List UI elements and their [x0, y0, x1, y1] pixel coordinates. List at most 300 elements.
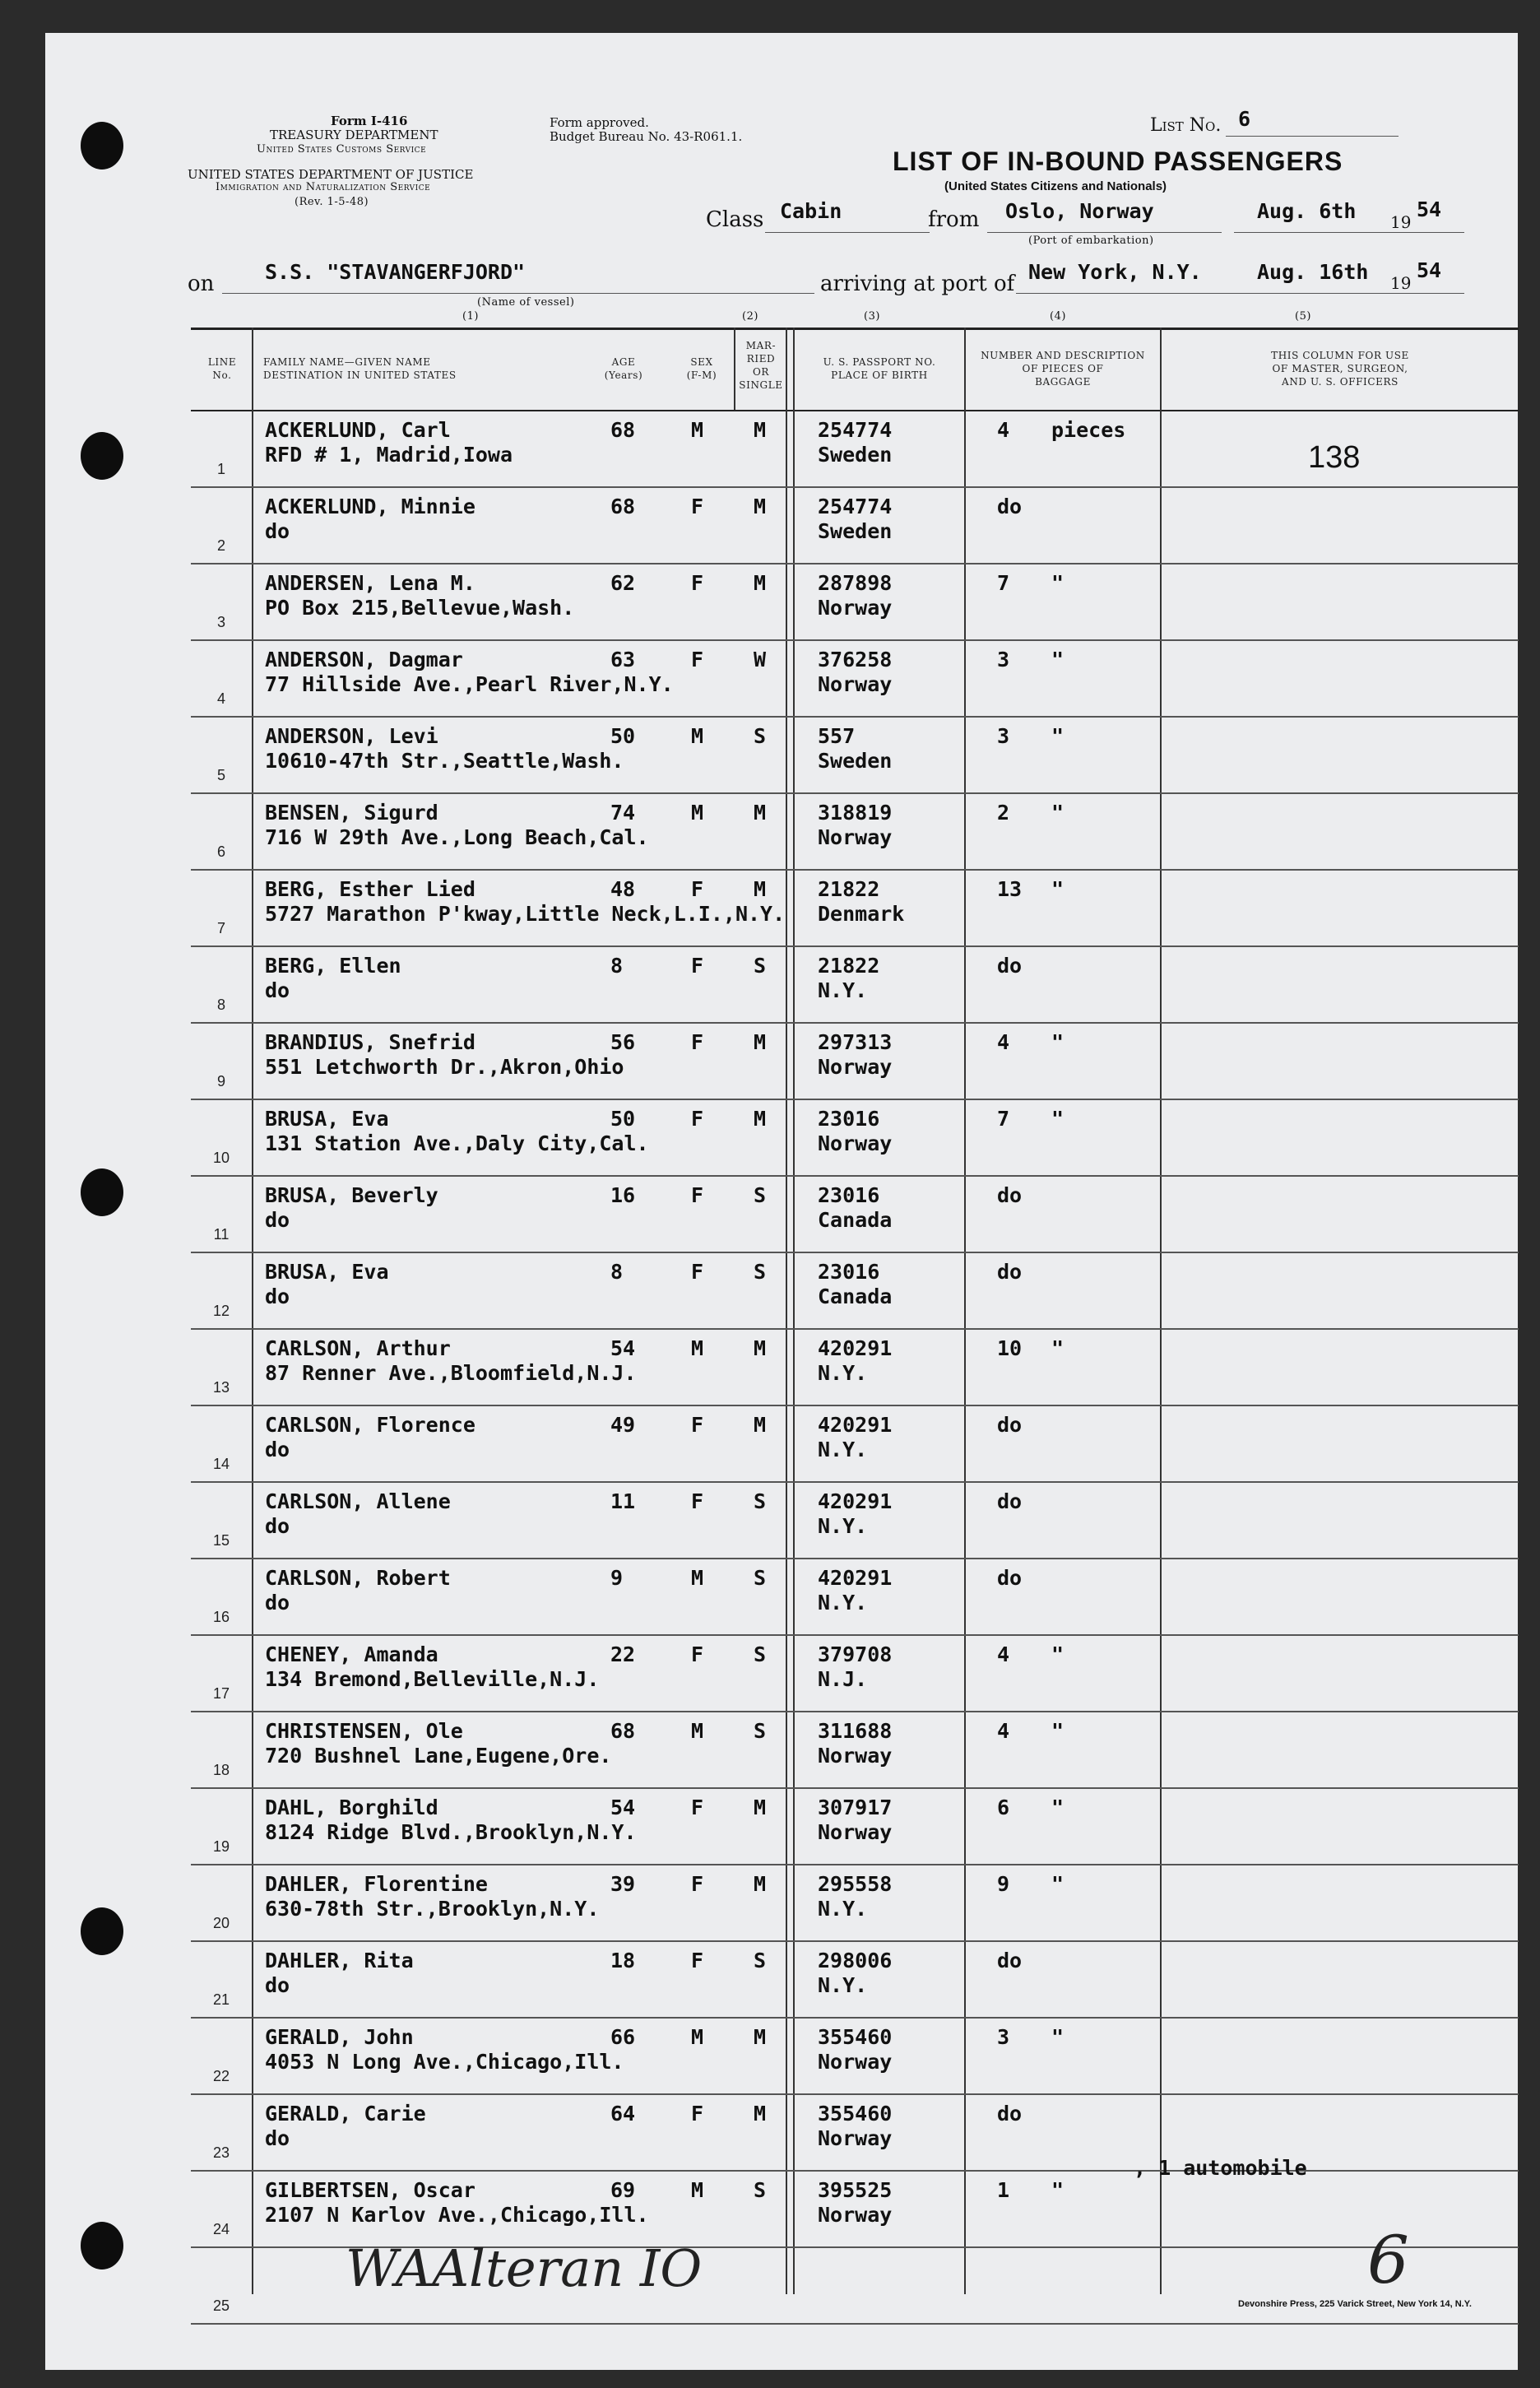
line-number: 21: [212, 1991, 230, 2008]
depart-year-prefix: 19: [1390, 212, 1412, 232]
marital-status: S: [754, 954, 767, 978]
table-row: [191, 1177, 1519, 1253]
age: 63: [610, 648, 636, 671]
baggage-count: do: [997, 1183, 1023, 1207]
sex: M: [691, 418, 704, 442]
header-line: LINE No.: [207, 356, 237, 381]
age: 22: [610, 1642, 636, 1666]
sex: M: [691, 1566, 704, 1590]
line-number: 20: [212, 1915, 230, 1931]
place-of-birth: Norway: [818, 825, 893, 849]
marital-status: S: [754, 1949, 767, 1972]
baggage-count: 13: [997, 877, 1023, 901]
line-number: 10: [212, 1150, 230, 1166]
place-of-birth: Denmark: [818, 902, 905, 926]
table-row: [191, 1865, 1519, 1942]
place-of-birth: N.J.: [818, 1667, 868, 1691]
place-of-birth: Norway: [818, 2050, 893, 2074]
destination: 134 Bremond,Belleville,N.J.: [265, 1667, 600, 1691]
binder-hole: [81, 1168, 123, 1216]
line-number: 18: [212, 1762, 230, 1778]
passport-number: 420291: [818, 1413, 893, 1437]
marital-status: M: [754, 1107, 767, 1131]
passenger-name: ACKERLUND, Minnie: [265, 495, 475, 518]
line-number: 8: [216, 997, 225, 1013]
header-age: AGE (Years): [604, 356, 643, 381]
depart-date: Aug. 6th: [1257, 199, 1357, 223]
passenger-name: CARLSON, Florence: [265, 1413, 475, 1437]
justice-dept: UNITED STATES DEPARTMENT OF JUSTICE: [188, 167, 474, 182]
passport-number: 376258: [818, 648, 893, 671]
baggage-count: do: [997, 954, 1023, 978]
destination: RFD # 1, Madrid,Iowa: [265, 443, 513, 467]
line-number: 5: [216, 767, 225, 783]
age: 68: [610, 418, 636, 442]
passport-number: 355460: [818, 2102, 893, 2126]
sex: F: [691, 1872, 704, 1896]
place-of-birth: Norway: [818, 1055, 893, 1079]
officer-stamp-number: 138: [1308, 440, 1361, 475]
table-row: [191, 641, 1519, 718]
passenger-name: BRUSA, Beverly: [265, 1183, 438, 1207]
table-row: [191, 1024, 1519, 1100]
destination: do: [265, 2126, 290, 2150]
col-num-1: (1): [462, 310, 479, 323]
from-value: Oslo, Norway: [1005, 199, 1154, 223]
passport-number: 420291: [818, 1566, 893, 1590]
age: 50: [610, 1107, 636, 1131]
marital-status: M: [754, 877, 767, 901]
baggage-count: do: [997, 2102, 1023, 2126]
destination: 77 Hillside Ave.,Pearl River,N.Y.: [265, 672, 674, 696]
arrival-underline: [1016, 293, 1464, 294]
col-num-2: (2): [742, 310, 758, 323]
automobile-note: , 1 automobile: [1134, 2156, 1307, 2180]
destination: 8124 Ridge Blvd.,Brooklyn,N.Y.: [265, 1820, 637, 1844]
sex: M: [691, 1719, 704, 1743]
sex: F: [691, 954, 704, 978]
sex: F: [691, 571, 704, 595]
age: 54: [610, 1336, 636, 1360]
age: 68: [610, 495, 636, 518]
col-num-5: (5): [1295, 310, 1311, 323]
destination: do: [265, 519, 290, 543]
budget-bureau: Budget Bureau No. 43-R061.1.: [550, 129, 743, 144]
baggage-count: 2: [997, 801, 1010, 825]
officer-signature: WAAlteran IO: [346, 2238, 703, 2298]
baggage-description: ": [1051, 1719, 1065, 1743]
line-number: 12: [212, 1303, 230, 1319]
destination: 2107 N Karlov Ave.,Chicago,Ill.: [265, 2203, 649, 2227]
passport-number: 287898: [818, 571, 893, 595]
baggage-count: do: [997, 1413, 1023, 1437]
page-mark: 6: [1367, 2222, 1409, 2298]
place-of-birth: Norway: [818, 2126, 893, 2150]
line-number: 4: [216, 690, 225, 707]
baggage-description: ": [1051, 801, 1065, 825]
table-row: [191, 1789, 1519, 1865]
binder-hole: [81, 122, 123, 170]
arrival-year-prefix: 19: [1390, 273, 1412, 293]
table-row: [191, 2172, 1519, 2248]
line-number: 22: [212, 2068, 230, 2084]
header-name: FAMILY NAME—GIVEN NAME DESTINATION IN UNITED STATES: [263, 356, 457, 381]
passport-number: 379708: [818, 1642, 893, 1666]
arrival-year: 54: [1417, 258, 1442, 282]
baggage-count: 6: [997, 1796, 1010, 1819]
header-officers: THIS COLUMN FOR USE OF MASTER, SURGEON, AND U. S. OFFICERS: [1271, 350, 1409, 388]
marital-status: M: [754, 2102, 767, 2126]
age: 48: [610, 877, 636, 901]
passenger-name: DAHL, Borghild: [265, 1796, 438, 1819]
sex: M: [691, 2178, 704, 2202]
table-row: [191, 718, 1519, 794]
marital-status: S: [754, 1183, 767, 1207]
baggage-description: ": [1051, 2178, 1065, 2202]
line-number: 24: [212, 2221, 230, 2237]
table-row: [191, 2019, 1519, 2095]
passport-number: 254774: [818, 418, 893, 442]
sex: M: [691, 2025, 704, 2049]
passport-number: 23016: [818, 1183, 880, 1207]
arrival-port: New York, N.Y.: [1028, 260, 1202, 284]
customs-service: United States Customs Service: [257, 143, 427, 156]
form-number: Form I-416: [331, 114, 408, 128]
passenger-name: GERALD, John: [265, 2025, 414, 2049]
baggage-description: ": [1051, 2025, 1065, 2049]
binder-hole: [81, 2222, 123, 2270]
marital-status: M: [754, 571, 767, 595]
passenger-name: BENSEN, Sigurd: [265, 801, 438, 825]
sex: F: [691, 1413, 704, 1437]
line-number: 2: [216, 537, 225, 554]
destination: 720 Bushnel Lane,Eugene,Ore.: [265, 1744, 612, 1768]
table-row: [191, 1712, 1519, 1789]
page-title: LIST OF IN-BOUND PASSENGERS: [893, 146, 1343, 176]
age: 18: [610, 1949, 636, 1972]
line-number: 19: [212, 1838, 230, 1855]
place-of-birth: N.Y.: [818, 1361, 868, 1385]
marital-status: S: [754, 1489, 767, 1513]
vessel-name: S.S. "STAVANGERFJORD": [265, 260, 526, 284]
age: 54: [610, 1796, 636, 1819]
baggage-description: ": [1051, 1336, 1065, 1360]
destination: do: [265, 978, 290, 1002]
baggage-count: do: [997, 1949, 1023, 1972]
arrival-date: Aug. 16th: [1257, 260, 1369, 284]
marital-status: S: [754, 1642, 767, 1666]
place-of-birth: Sweden: [818, 443, 893, 467]
place-of-birth: Canada: [818, 1285, 893, 1308]
passenger-name: DAHLER, Florentine: [265, 1872, 488, 1896]
baggage-count: 4: [997, 1642, 1010, 1666]
destination: do: [265, 1208, 290, 1232]
passport-number: 23016: [818, 1260, 880, 1284]
baggage-count: 10: [997, 1336, 1023, 1360]
place-of-birth: Norway: [818, 1820, 893, 1844]
line-number: 16: [212, 1609, 230, 1625]
header-baggage: NUMBER AND DESCRIPTION OF PIECES OF BAGGAGE: [981, 350, 1145, 388]
line-number: 15: [212, 1532, 230, 1549]
treasury-dept: TREASURY DEPARTMENT: [270, 128, 438, 142]
age: 69: [610, 2178, 636, 2202]
line-number: 1: [216, 461, 225, 477]
sex: F: [691, 495, 704, 518]
baggage-count: 7: [997, 571, 1010, 595]
baggage-description: ": [1051, 1796, 1065, 1819]
marital-status: M: [754, 1796, 767, 1819]
table-row: [191, 1406, 1519, 1483]
passenger-name: BERG, Esther Lied: [265, 877, 475, 901]
sex: F: [691, 1489, 704, 1513]
passport-number: 420291: [818, 1336, 893, 1360]
baggage-count: 4: [997, 418, 1010, 442]
vessel-underline: [222, 293, 814, 294]
table-row: [191, 1330, 1519, 1406]
line-number: 6: [216, 843, 225, 860]
age: 56: [610, 1030, 636, 1054]
baggage-description: ": [1051, 1107, 1065, 1131]
vessel-label: (Name of vessel): [477, 296, 575, 309]
destination: 716 W 29th Ave.,Long Beach,Cal.: [265, 825, 649, 849]
binder-hole: [81, 432, 123, 480]
passport-number: 23016: [818, 1107, 880, 1131]
destination: 5727 Marathon P'kway,Little Neck,L.I.,N.Y.: [265, 902, 786, 926]
passenger-name: CARLSON, Robert: [265, 1566, 451, 1590]
passenger-name: BRUSA, Eva: [265, 1107, 389, 1131]
sex: F: [691, 1030, 704, 1054]
sex: F: [691, 877, 704, 901]
age: 9: [610, 1566, 624, 1590]
line-number: 23: [212, 2144, 230, 2161]
passenger-name: BERG, Ellen: [265, 954, 401, 978]
passenger-name: GERALD, Carie: [265, 2102, 426, 2126]
table-row: [191, 1559, 1519, 1636]
table-row: [191, 1253, 1519, 1330]
place-of-birth: Sweden: [818, 519, 893, 543]
sex: F: [691, 1183, 704, 1207]
header-married: MAR- RIED OR SINGLE: [739, 340, 783, 391]
age: 11: [610, 1489, 636, 1513]
line-number: 13: [212, 1379, 230, 1396]
place-of-birth: N.Y.: [818, 1897, 868, 1921]
passport-number: 311688: [818, 1719, 893, 1743]
destination: 87 Renner Ave.,Bloomfield,N.J.: [265, 1361, 637, 1385]
sex: M: [691, 724, 704, 748]
passenger-name: ANDERSON, Levi: [265, 724, 438, 748]
baggage-count: 7: [997, 1107, 1010, 1131]
line-number: 9: [216, 1073, 225, 1089]
place-of-birth: Norway: [818, 1744, 893, 1768]
baggage-count: 1: [997, 2178, 1010, 2202]
destination: 131 Station Ave.,Daly City,Cal.: [265, 1131, 649, 1155]
binder-hole: [81, 1907, 123, 1955]
depart-year: 54: [1417, 197, 1442, 221]
baggage-count: do: [997, 1260, 1023, 1284]
place-of-birth: Norway: [818, 596, 893, 620]
on-label: on: [188, 272, 215, 296]
place-of-birth: N.Y.: [818, 1973, 868, 1997]
line-number: 7: [216, 920, 225, 936]
sex: F: [691, 1642, 704, 1666]
table-row: [191, 947, 1519, 1024]
age: 66: [610, 2025, 636, 2049]
from-label: from: [928, 207, 980, 232]
passenger-name: CHENEY, Amanda: [265, 1642, 438, 1666]
age: 39: [610, 1872, 636, 1896]
marital-status: M: [754, 1413, 767, 1437]
place-of-birth: N.Y.: [818, 1438, 868, 1461]
age: 64: [610, 2102, 636, 2126]
header-passport: U. S. PASSPORT NO. PLACE OF BIRTH: [823, 356, 936, 381]
sex: F: [691, 1107, 704, 1131]
passport-number: 21822: [818, 954, 880, 978]
date-underline: [1234, 232, 1464, 233]
destination: 630-78th Str.,Brooklyn,N.Y.: [265, 1897, 600, 1921]
destination: do: [265, 1514, 290, 1538]
marital-status: M: [754, 418, 767, 442]
revision: (Rev. 1-5-48): [295, 196, 369, 208]
arriving-label: arriving at port of: [820, 272, 1015, 296]
baggage-count: 3: [997, 724, 1010, 748]
table-row: [191, 2095, 1519, 2172]
passenger-name: ANDERSON, Dagmar: [265, 648, 463, 671]
baggage-count: do: [997, 1489, 1023, 1513]
passport-number: 420291: [818, 1489, 893, 1513]
col-num-4: (4): [1050, 310, 1066, 323]
table-row: [191, 1636, 1519, 1712]
place-of-birth: N.Y.: [818, 978, 868, 1002]
passenger-name: ANDERSEN, Lena M.: [265, 571, 475, 595]
from-underline: [987, 232, 1222, 233]
table-row: [191, 1483, 1519, 1559]
destination: 10610-47th Str.,Seattle,Wash.: [265, 749, 624, 773]
baggage-count: 3: [997, 2025, 1010, 2049]
passenger-name: GILBERTSEN, Oscar: [265, 2178, 475, 2202]
baggage-description: ": [1051, 648, 1065, 671]
baggage-description: ": [1051, 877, 1065, 901]
line-number: 25: [212, 2297, 230, 2314]
baggage-description: ": [1051, 571, 1065, 595]
passport-number: 21822: [818, 877, 880, 901]
sex: M: [691, 1336, 704, 1360]
destination: 4053 N Long Ave.,Chicago,Ill.: [265, 2050, 624, 2074]
page-subtitle: (United States Citizens and Nationals): [944, 179, 1167, 193]
baggage-count: do: [997, 1566, 1023, 1590]
sex: F: [691, 1260, 704, 1284]
sex: F: [691, 2102, 704, 2126]
baggage-count: 9: [997, 1872, 1010, 1896]
place-of-birth: Sweden: [818, 749, 893, 773]
baggage-description: ": [1051, 1642, 1065, 1666]
line-number: 17: [212, 1685, 230, 1702]
marital-status: S: [754, 724, 767, 748]
sex: F: [691, 1949, 704, 1972]
marital-status: M: [754, 1336, 767, 1360]
baggage-description: ": [1051, 1872, 1065, 1896]
baggage-count: 4: [997, 1719, 1010, 1743]
marital-status: M: [754, 2025, 767, 2049]
passenger-name: ACKERLUND, Carl: [265, 418, 451, 442]
table-row: [191, 871, 1519, 947]
list-no-underline: [1226, 136, 1399, 137]
marital-status: M: [754, 801, 767, 825]
printer-credit: Devonshire Press, 225 Varick Street, New York 14, N.Y.: [1238, 2299, 1472, 2309]
passport-number: 307917: [818, 1796, 893, 1819]
place-of-birth: N.Y.: [818, 1591, 868, 1614]
list-no-value: 6: [1238, 107, 1251, 131]
passport-number: 395525: [818, 2178, 893, 2202]
age: 16: [610, 1183, 636, 1207]
baggage-description: pieces: [1051, 418, 1126, 442]
destination: do: [265, 1438, 290, 1461]
col-num-3: (3): [864, 310, 880, 323]
marital-status: M: [754, 1872, 767, 1896]
sex: M: [691, 801, 704, 825]
line-number: 3: [216, 614, 225, 630]
place-of-birth: Norway: [818, 2203, 893, 2227]
age: 62: [610, 571, 636, 595]
baggage-count: do: [997, 495, 1023, 518]
class-underline: [765, 232, 930, 233]
baggage-count: 3: [997, 648, 1010, 671]
marital-status: S: [754, 2178, 767, 2202]
destination: do: [265, 1285, 290, 1308]
marital-status: M: [754, 495, 767, 518]
list-no-label: List No.: [1150, 115, 1222, 136]
passenger-name: CARLSON, Allene: [265, 1489, 451, 1513]
form-approved: Form approved.: [550, 115, 649, 130]
destination: 551 Letchworth Dr.,Akron,Ohio: [265, 1055, 624, 1079]
destination: do: [265, 1591, 290, 1614]
baggage-description: ": [1051, 1030, 1065, 1054]
place-of-birth: Norway: [818, 1131, 893, 1155]
passenger-name: BRUSA, Eva: [265, 1260, 389, 1284]
table-row: [191, 794, 1519, 871]
ins-service: Immigration and Naturalization Service: [216, 181, 431, 193]
table-row: [191, 1942, 1519, 2019]
age: 68: [610, 1719, 636, 1743]
age: 8: [610, 954, 624, 978]
marital-status: S: [754, 1260, 767, 1284]
line-number: 11: [213, 1226, 230, 1243]
marital-status: S: [754, 1719, 767, 1743]
table-row: [191, 488, 1519, 564]
line-number: 14: [212, 1456, 230, 1472]
class-label: Class: [706, 207, 764, 232]
table-top-rule: [191, 328, 1519, 330]
port-embark-label: (Port of embarkation): [1028, 235, 1154, 247]
marital-status: S: [754, 1566, 767, 1590]
passport-number: 298006: [818, 1949, 893, 1972]
place-of-birth: Norway: [818, 672, 893, 696]
sex: F: [691, 648, 704, 671]
baggage-description: ": [1051, 724, 1065, 748]
passport-number: 355460: [818, 2025, 893, 2049]
age: 74: [610, 801, 636, 825]
passport-number: 297313: [818, 1030, 893, 1054]
table-row: [191, 1100, 1519, 1177]
place-of-birth: Canada: [818, 1208, 893, 1232]
passport-number: 295558: [818, 1872, 893, 1896]
table-row: [191, 564, 1519, 641]
destination: do: [265, 1973, 290, 1997]
age: 49: [610, 1413, 636, 1437]
baggage-count: 4: [997, 1030, 1010, 1054]
passport-number: 318819: [818, 801, 893, 825]
passenger-name: DAHLER, Rita: [265, 1949, 414, 1972]
age: 50: [610, 724, 636, 748]
